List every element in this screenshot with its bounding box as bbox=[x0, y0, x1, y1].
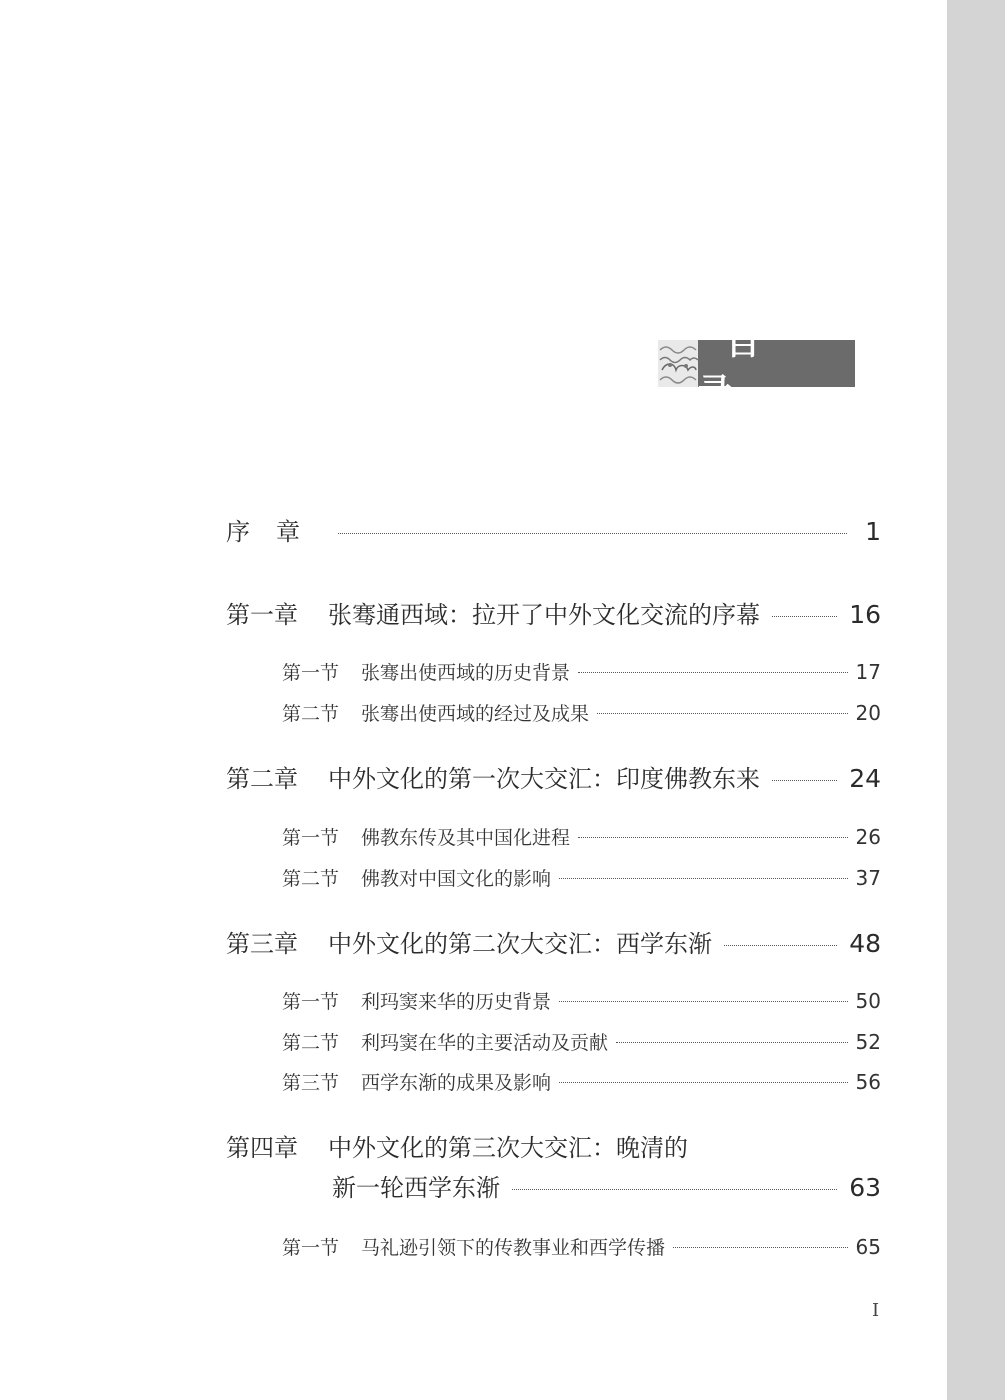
page-number: 65 bbox=[855, 1235, 881, 1259]
page-number: 56 bbox=[855, 1070, 881, 1094]
toc-entry-chapter-4[interactable] bbox=[226, 1128, 688, 1163]
toc-entry-chapter-1[interactable] bbox=[226, 595, 881, 630]
toc-entry-section-1-2[interactable] bbox=[282, 699, 881, 726]
page-edge-strip bbox=[947, 0, 1005, 1400]
cloud-ornament-icon bbox=[658, 340, 698, 387]
section-label: 第一节 bbox=[282, 662, 340, 684]
toc-entry-section-1-1[interactable] bbox=[282, 658, 881, 685]
toc-entry-chapter-4-continued[interactable] bbox=[332, 1168, 881, 1203]
chapter-title: 张骞通西域：拉开了中外文化交流的序幕 bbox=[328, 601, 760, 629]
page-number: 16 bbox=[849, 600, 881, 629]
toc-entry-preface[interactable] bbox=[226, 512, 881, 547]
page-number: 17 bbox=[855, 660, 881, 684]
page-number: 24 bbox=[849, 764, 881, 793]
chapter-label: 第二章 bbox=[226, 765, 298, 793]
leader-dots bbox=[559, 1001, 848, 1002]
leader-dots bbox=[578, 837, 848, 838]
toc-entry-section-4-1[interactable] bbox=[282, 1233, 881, 1260]
chapter-title: 中外文化的第二次大交汇：西学东渐 bbox=[328, 930, 712, 958]
folio-page-number: I bbox=[872, 1300, 880, 1321]
toc-entry-chapter-3[interactable] bbox=[226, 924, 881, 959]
section-label: 第一节 bbox=[282, 827, 340, 849]
page-number: 20 bbox=[855, 701, 881, 725]
section-label: 第二节 bbox=[282, 1032, 340, 1054]
chapter-label: 第一章 bbox=[226, 601, 298, 629]
section-title: 利玛窦在华的主要活动及贡献 bbox=[361, 1032, 609, 1054]
leader-dots bbox=[616, 1042, 848, 1043]
section-title: 利玛窦来华的历史背景 bbox=[361, 991, 552, 1013]
page-number: 48 bbox=[849, 929, 881, 958]
chapter-label: 第三章 bbox=[226, 930, 298, 958]
section-title: 张骞出使西域的经过及成果 bbox=[361, 703, 590, 725]
toc-entry-section-2-2[interactable] bbox=[282, 864, 881, 891]
section-title: 张骞出使西域的历史背景 bbox=[361, 662, 571, 684]
chapter-title: 中外文化的第一次大交汇：印度佛教东来 bbox=[328, 765, 760, 793]
section-label: 第一节 bbox=[282, 991, 340, 1013]
toc-entry-section-3-1[interactable] bbox=[282, 987, 881, 1014]
section-label: 第一节 bbox=[282, 1237, 340, 1259]
section-title: 佛教东传及其中国化进程 bbox=[361, 827, 571, 849]
toc-entry-section-2-1[interactable] bbox=[282, 823, 881, 850]
chapter-title-line1: 中外文化的第三次大交汇：晚清的 bbox=[328, 1134, 688, 1162]
section-label: 第二节 bbox=[282, 703, 340, 725]
leader-dots bbox=[772, 616, 837, 617]
leader-dots bbox=[338, 533, 847, 534]
leader-dots bbox=[559, 1082, 848, 1083]
leader-dots bbox=[559, 878, 848, 879]
leader-dots bbox=[772, 780, 837, 781]
toc-entry-section-3-2[interactable] bbox=[282, 1028, 881, 1055]
toc-title: 目 录 bbox=[698, 340, 855, 387]
page-number: 52 bbox=[855, 1030, 881, 1054]
section-label: 第三节 bbox=[282, 1072, 340, 1094]
page-number: 63 bbox=[849, 1173, 881, 1202]
page-number: 50 bbox=[855, 989, 881, 1013]
leader-dots bbox=[724, 945, 837, 946]
preface-label: 序章 bbox=[226, 518, 326, 546]
section-title: 马礼逊引领下的传教事业和西学传播 bbox=[361, 1237, 666, 1259]
section-title: 佛教对中国文化的影响 bbox=[361, 868, 552, 890]
toc-entry-section-3-3[interactable] bbox=[282, 1068, 881, 1095]
chapter-title-line2: 新一轮西学东渐 bbox=[332, 1174, 500, 1202]
page-number: 26 bbox=[855, 825, 881, 849]
leader-dots bbox=[597, 713, 848, 714]
toc-header bbox=[658, 322, 855, 412]
chapter-label: 第四章 bbox=[226, 1134, 298, 1162]
section-label: 第二节 bbox=[282, 868, 340, 890]
page-number: 37 bbox=[855, 866, 881, 890]
toc-entry-chapter-2[interactable] bbox=[226, 759, 881, 794]
leader-dots bbox=[512, 1189, 837, 1190]
leader-dots bbox=[673, 1247, 848, 1248]
page-number: 1 bbox=[865, 517, 881, 546]
leader-dots bbox=[578, 672, 848, 673]
section-title: 西学东渐的成果及影响 bbox=[361, 1072, 552, 1094]
